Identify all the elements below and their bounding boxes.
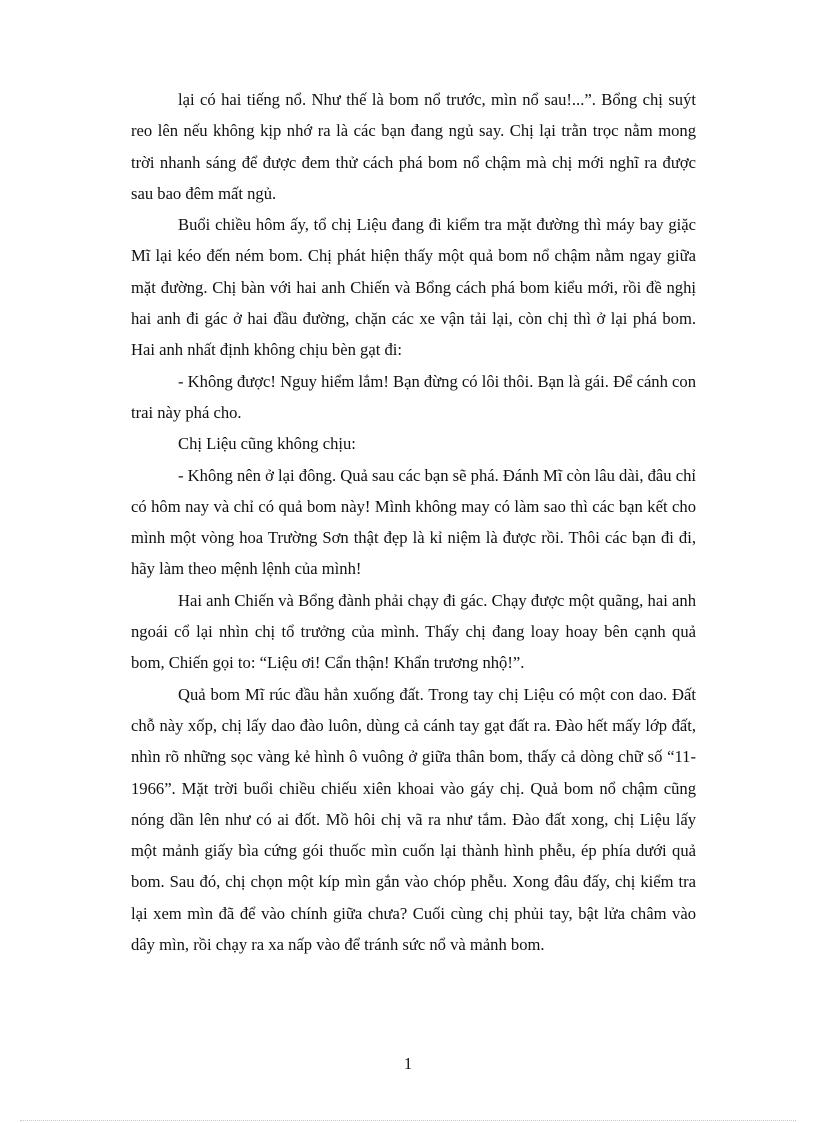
paragraph-1: lại có hai tiếng nổ. Như thế là bom nổ trước, mìn nổ sau!...”. Bổng chị suýt reo lên nếu không kịp nhớ ra là các bạn đang ngủ say. Chị lại trằn trọc nằm mong trời nhanh sáng để được đem thử cách phá bom nổ chậm mà chị mới nghĩ ra được sau bao đêm mất ngủ.	[131, 90, 696, 203]
paragraph-6: Hai anh Chiến và Bổng đành phải chạy đi gác. Chạy được một quãng, hai anh ngoái cổ lại nhìn chị tổ trưởng của mình. Thấy chị đang loay hoay bên cạnh quả bom, Chiến gọi to: “Liệu ơi! Cẩn thận! Khẩn trương nhộ!”.	[131, 590, 696, 673]
paragraph-5: - Không nên ở lại đông. Quả sau các bạn sẽ phá. Đánh Mĩ còn lâu dài, đâu chỉ có hôm nay và chỉ có quả bom này! Mình không may có làm sao thì các bạn kết cho mình một vòng hoa Trường Sơn thật đẹp là kỉ niệm là được rồi. Thôi các bạn đi đi, hãy làm theo mệnh lệnh của mình!	[131, 465, 696, 579]
body-text	[131, 84, 696, 960]
paragraph-4: Chị Liệu cũng không chịu:	[178, 434, 356, 454]
paragraph-3: - Không được! Nguy hiểm lắm! Bạn đừng có lôi thôi. Bạn là gái. Để cánh con trai này phá cho.	[131, 371, 697, 422]
page-number: 1	[403, 1054, 413, 1073]
paragraph-7: Quả bom Mĩ rúc đầu hẳn xuống đất. Trong tay chị Liệu có một con dao. Đất chỗ này xốp, chị lấy dao đào luôn, dùng cả cánh tay gạt đất ra. Đào hết mấy lớp đất, nhìn rõ những sọc vàng kẻ hình ô vuông ở giữa thân bom, thấy cả dòng chữ số “11-1966”. Mặt trời buổi chiều chiếu xiên khoai vào gáy chị. Quả bom nổ chậm cũng nóng dần lên như có ai đốt. Mồ hôi chị vã ra như tắm. Đào đất xong, chị Liệu lấy một mảnh giấy bìa cứng gói thuốc mìn cuốn lại thành hình phễu, ép phía dưới quả bom. Sau đó, chị chọn một kíp mìn gắn vào chóp phễu. Xong đâu đấy, chị kiểm tra lại xem mìn đã để vào chính giữa chưa? Cuối cùng chị phủi tay, bật lửa châm vào dây mìn, rồi chạy ra xa nấp vào để tránh sức nổ và mảnh bom.	[131, 684, 696, 955]
paragraph-2: Buổi chiều hôm ấy, tổ chị Liệu đang đi kiểm tra mặt đường thì máy bay giặc Mĩ lại kéo đến ném bom. Chị phát hiện thấy một quả bom nổ chậm nằm ngay giữa mặt đường. Chị bàn với hai anh Chiến và Bổng cách phá bom kiểu mới, rồi đề nghị hai anh đi gác ở hai đầu đường, chặn các xe vận tải lại, còn chị thì ở lại phá bom. Hai anh nhất định không chịu bèn gạt đi:	[131, 215, 696, 360]
page-bottom-divider	[20, 1120, 796, 1121]
